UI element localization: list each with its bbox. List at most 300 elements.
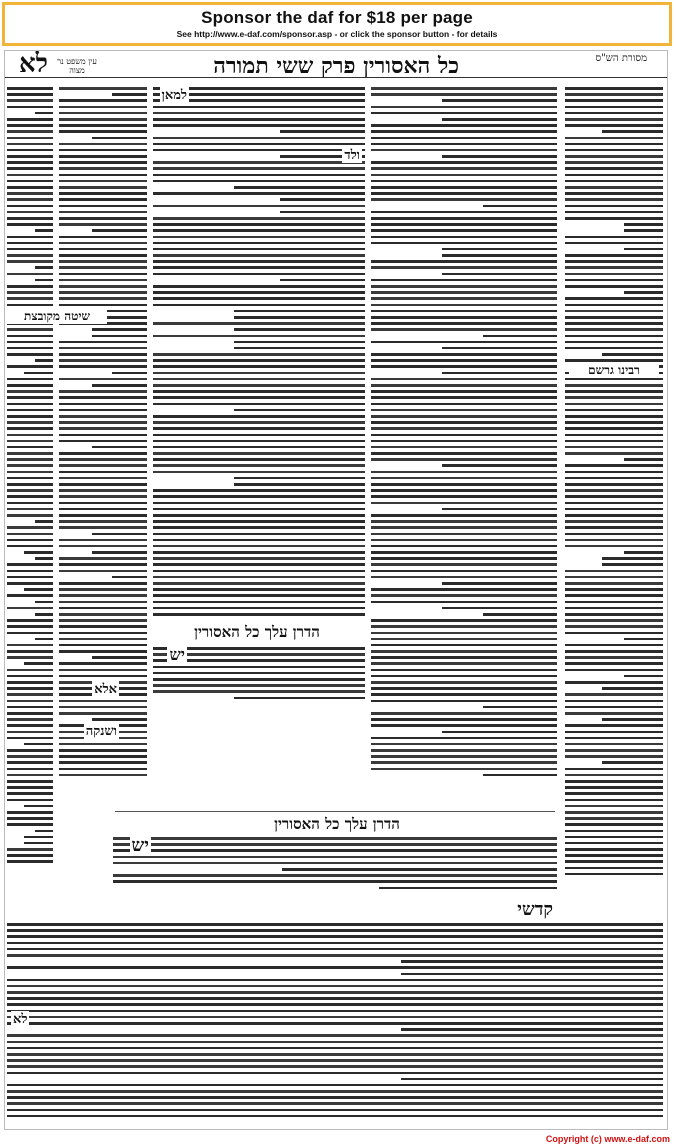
text-line [565, 242, 663, 245]
text-line [153, 526, 365, 529]
text-line [59, 427, 147, 430]
text-line [371, 415, 557, 418]
text-line [565, 693, 663, 696]
text-line [565, 99, 663, 102]
text-line [153, 297, 365, 300]
text-line [59, 477, 147, 480]
text-line [7, 923, 663, 926]
text-line [565, 149, 663, 152]
text-line [565, 669, 663, 672]
text-line [371, 198, 557, 201]
text-line [7, 991, 663, 994]
text-line [565, 594, 663, 597]
text-line [234, 310, 365, 313]
text-line [7, 576, 53, 579]
text-line [371, 718, 557, 721]
text-line [59, 675, 147, 678]
text-line [59, 563, 147, 566]
text-line [59, 130, 147, 133]
right-column-heading: רבינו גרשם [569, 363, 659, 378]
text-line [371, 761, 557, 764]
text-line [371, 675, 557, 678]
text-line [565, 607, 663, 610]
text-line [371, 186, 557, 189]
text-line [153, 489, 365, 492]
text-line [92, 137, 147, 140]
text-line [35, 830, 53, 833]
text-line [371, 700, 557, 703]
text-line [59, 87, 147, 90]
text-line [7, 860, 53, 863]
text-line [565, 650, 663, 653]
text-line [565, 137, 663, 140]
text-line [113, 880, 557, 883]
text-line [565, 359, 663, 362]
text-line [371, 724, 557, 727]
text-line [371, 644, 557, 647]
text-line [59, 291, 147, 294]
text-line [371, 427, 557, 430]
text-line [7, 328, 53, 331]
text-line [153, 495, 365, 498]
text-line [565, 830, 663, 833]
text-line [59, 526, 147, 529]
text-line [371, 229, 557, 232]
text-line [59, 619, 147, 622]
text-line [7, 254, 53, 257]
text-line [565, 316, 663, 319]
text-line [442, 731, 557, 734]
text-line [7, 979, 663, 982]
text-line [234, 697, 365, 700]
text-line [7, 1003, 663, 1006]
text-line [153, 440, 365, 443]
text-line [565, 415, 663, 418]
text-line [565, 712, 663, 715]
text-line [565, 576, 663, 579]
text-line [565, 823, 663, 826]
text-line [624, 458, 663, 461]
text-line [35, 601, 53, 604]
text-line [153, 471, 365, 474]
text-line [602, 718, 663, 721]
folio-number: לא [19, 50, 48, 79]
text-line [59, 743, 147, 746]
text-line [565, 205, 663, 208]
text-line [24, 836, 53, 839]
text-line [59, 440, 147, 443]
text-line [7, 948, 663, 951]
text-line [371, 396, 557, 399]
text-line [7, 1084, 663, 1087]
text-line [59, 650, 147, 653]
text-line [7, 1047, 663, 1050]
text-line [234, 483, 365, 486]
text-line [112, 372, 147, 375]
text-line [59, 539, 147, 542]
text-line [7, 1010, 663, 1013]
text-line [371, 625, 557, 628]
text-line [59, 434, 147, 437]
text-line [7, 489, 53, 492]
text-line [59, 118, 147, 121]
text-line [565, 266, 663, 269]
text-line [153, 415, 365, 418]
text-line [153, 273, 365, 276]
text-line [371, 545, 557, 548]
text-line [565, 582, 663, 585]
lower-commentary [7, 923, 663, 1123]
text-line [7, 174, 53, 177]
text-line [59, 613, 147, 616]
text-line [282, 868, 557, 871]
text-line [565, 601, 663, 604]
text-line [565, 143, 663, 146]
copyright-notice: Copyright (c) www.e-daf.com [545, 1134, 670, 1144]
text-line [7, 954, 663, 957]
text-line [59, 632, 147, 635]
text-line [565, 508, 663, 511]
text-line [7, 687, 53, 690]
text-line [59, 452, 147, 455]
text-line [7, 811, 53, 814]
text-line [153, 242, 365, 245]
text-line [371, 458, 557, 461]
text-line [234, 316, 365, 319]
text-line [59, 390, 147, 393]
text-line [371, 341, 557, 344]
text-line [565, 836, 663, 839]
text-line [565, 539, 663, 542]
text-line [153, 106, 365, 109]
text-line [153, 291, 365, 294]
text-line [59, 669, 147, 672]
text-line [7, 291, 53, 294]
text-line [565, 724, 663, 727]
text-line [7, 421, 53, 424]
text-line [59, 167, 147, 170]
text-line [624, 223, 663, 226]
text-line [35, 112, 53, 115]
text-line [113, 843, 557, 846]
text-line [153, 266, 365, 269]
text-line [153, 508, 365, 511]
text-line [371, 712, 557, 715]
text-line [59, 161, 147, 164]
text-line [602, 687, 663, 690]
text-line [153, 502, 365, 505]
text-line [35, 266, 53, 269]
text-line [153, 533, 365, 536]
text-line [7, 198, 53, 201]
text-line [371, 93, 557, 96]
text-line [565, 297, 663, 300]
text-line [565, 347, 663, 350]
text-line [565, 211, 663, 214]
text-line [59, 700, 147, 703]
text-line [59, 365, 147, 368]
text-line [7, 464, 53, 467]
text-line [59, 353, 147, 356]
gemara-lemma: ולד [344, 148, 360, 163]
text-line [7, 415, 53, 418]
text-line [59, 205, 147, 208]
text-line [371, 687, 557, 690]
text-line [92, 718, 147, 721]
text-line [371, 514, 557, 517]
text-line [565, 681, 663, 684]
text-line [59, 223, 147, 226]
text-line [59, 570, 147, 573]
text-line [7, 434, 53, 437]
text-line [565, 322, 663, 325]
text-line [371, 650, 557, 653]
text-line [565, 842, 663, 845]
text-line [153, 434, 365, 437]
text-line [565, 755, 663, 758]
text-line [59, 155, 147, 158]
text-line [442, 155, 557, 158]
text-line [7, 192, 53, 195]
text-line [153, 582, 365, 585]
text-line [59, 755, 147, 758]
text-line [7, 341, 53, 344]
text-line [59, 768, 147, 771]
text-line [153, 353, 365, 356]
text-line [153, 384, 365, 387]
text-line [7, 285, 53, 288]
text-line [371, 403, 557, 406]
text-line [565, 662, 663, 665]
text-line [7, 731, 53, 734]
text-line [59, 266, 147, 269]
lower-lemma: לא [13, 1012, 28, 1027]
text-line [565, 328, 663, 331]
text-line [234, 477, 365, 480]
text-line [624, 551, 663, 554]
text-line [565, 625, 663, 628]
text-line [7, 935, 663, 938]
text-line [153, 143, 365, 146]
text-line [234, 186, 365, 189]
text-line [7, 137, 53, 140]
text-line [565, 489, 663, 492]
text-line [153, 396, 365, 399]
text-line [153, 372, 365, 375]
text-line [371, 260, 557, 263]
text-line [7, 167, 53, 170]
text-line [153, 137, 365, 140]
text-line [442, 118, 557, 121]
text-line [371, 87, 557, 90]
masoret-hashas-label: מסורת הש"ס [595, 53, 647, 64]
text-line [35, 613, 53, 616]
text-line [59, 706, 147, 709]
text-line [59, 607, 147, 610]
text-line [371, 768, 557, 771]
text-line [7, 427, 53, 430]
text-line [24, 805, 53, 808]
text-line [565, 217, 663, 220]
text-line [7, 396, 53, 399]
text-line [379, 887, 557, 890]
text-line [59, 458, 147, 461]
text-line [59, 260, 147, 263]
text-line [153, 458, 365, 461]
text-line [153, 180, 365, 183]
text-line [24, 588, 53, 591]
text-line [59, 186, 147, 189]
text-line [442, 99, 557, 102]
text-line [565, 526, 663, 529]
text-line [565, 749, 663, 752]
section-divider [115, 811, 555, 812]
text-line [624, 248, 663, 251]
text-line [7, 539, 53, 542]
text-line [7, 440, 53, 443]
text-line [153, 421, 365, 424]
text-line [153, 149, 365, 152]
text-line [565, 588, 663, 591]
text-line [7, 681, 53, 684]
text-line [565, 700, 663, 703]
text-line [7, 508, 53, 511]
text-line [59, 638, 147, 641]
text-line [442, 273, 557, 276]
text-line [565, 304, 663, 307]
text-line [92, 229, 147, 232]
text-line [59, 174, 147, 177]
text-line [565, 706, 663, 709]
text-line [371, 526, 557, 529]
text-line [442, 372, 557, 375]
text-line [7, 792, 53, 795]
text-line [565, 378, 663, 381]
text-line [59, 304, 147, 307]
text-line [7, 966, 663, 969]
text-line [371, 495, 557, 498]
text-line [371, 365, 557, 368]
text-line [565, 93, 663, 96]
text-line [7, 390, 53, 393]
text-line [371, 755, 557, 758]
text-line [153, 260, 365, 263]
text-line [565, 118, 663, 121]
text-line [7, 149, 53, 152]
text-line [24, 662, 53, 665]
lower-mishna-first-word: יש [131, 835, 149, 856]
text-line [7, 1102, 663, 1105]
text-line [565, 421, 663, 424]
text-line [59, 594, 147, 597]
text-line [565, 743, 663, 746]
text-line [565, 495, 663, 498]
text-line [153, 613, 365, 616]
text-line [153, 322, 365, 325]
text-line [442, 508, 557, 511]
text-line [371, 452, 557, 455]
text-line [280, 198, 365, 201]
text-line [371, 291, 557, 294]
text-line [7, 1065, 663, 1068]
text-line [565, 632, 663, 635]
text-line [565, 774, 663, 777]
text-line [565, 533, 663, 536]
text-line [7, 761, 53, 764]
text-line [7, 260, 53, 263]
text-line [7, 706, 53, 709]
text-line [602, 130, 663, 133]
text-line [602, 761, 663, 764]
text-line [442, 347, 557, 350]
text-line [7, 186, 53, 189]
sponsor-banner[interactable] [2, 2, 672, 46]
sponsor-banner-title[interactable]: Sponsor the daf for $18 per page [201, 8, 473, 27]
text-line [565, 619, 663, 622]
text-line [7, 669, 53, 672]
text-line [7, 799, 53, 802]
text-line [401, 1078, 663, 1081]
text-line [35, 229, 53, 232]
text-line [59, 749, 147, 752]
text-line [153, 174, 365, 177]
chapter-end-heading: הדרן עלך כל האסורין [177, 623, 337, 642]
text-line [59, 582, 147, 585]
text-line [153, 335, 365, 338]
text-line [401, 960, 663, 963]
text-line [371, 669, 557, 672]
text-line [565, 799, 663, 802]
text-line [7, 514, 53, 517]
text-line [7, 223, 53, 226]
text-line [7, 335, 53, 338]
text-line [565, 341, 663, 344]
text-line [371, 322, 557, 325]
text-line [565, 452, 663, 455]
text-line [371, 576, 557, 579]
text-line [565, 279, 663, 282]
sponsor-banner-subtitle[interactable]: See http://www.e-daf.com/sponsor.asp - or click the sponsor button - for details [176, 29, 498, 39]
text-line [59, 471, 147, 474]
text-line [7, 93, 53, 96]
text-line [371, 737, 557, 740]
left-margin-column [7, 87, 53, 867]
text-line [371, 359, 557, 362]
text-line [7, 625, 53, 628]
text-line [7, 693, 53, 696]
text-line [565, 409, 663, 412]
text-line [7, 755, 53, 758]
text-line [59, 236, 147, 239]
text-line [234, 341, 365, 344]
text-line [59, 211, 147, 214]
text-line [59, 285, 147, 288]
text-line [112, 576, 147, 579]
text-line [371, 489, 557, 492]
text-line [565, 860, 663, 863]
text-line [7, 477, 53, 480]
text-line [371, 192, 557, 195]
text-line [565, 87, 663, 90]
text-line [59, 601, 147, 604]
tosafot-lemma: אלא [94, 682, 117, 697]
text-line [565, 780, 663, 783]
text-line [7, 1022, 663, 1025]
text-line [565, 285, 663, 288]
text-line [371, 174, 557, 177]
text-line [442, 582, 557, 585]
text-line [59, 396, 147, 399]
